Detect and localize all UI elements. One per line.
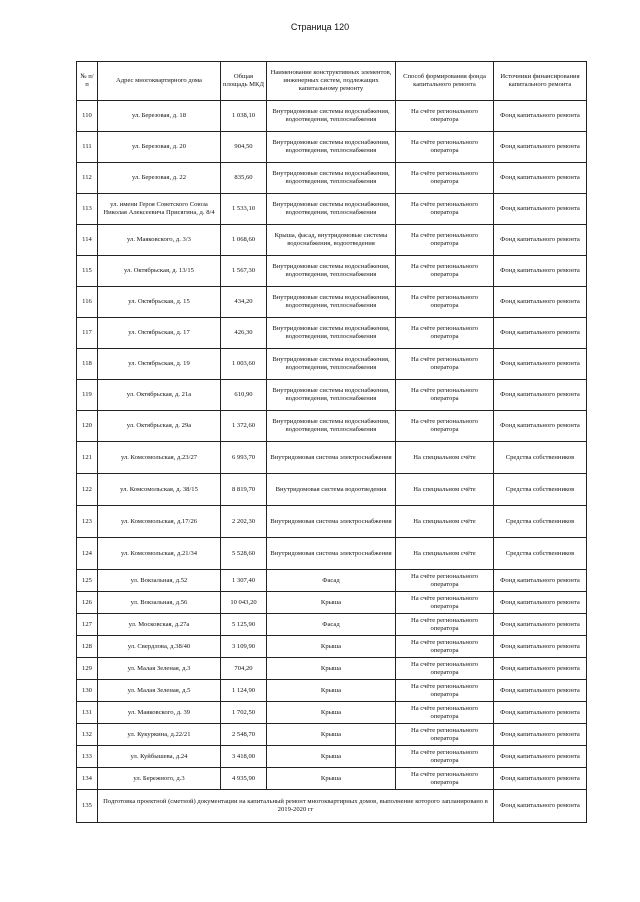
cell-method: На счёте регионального оператора bbox=[396, 101, 494, 132]
table-header-row bbox=[77, 62, 587, 101]
cell-elements: Внутридомовые системы водоснабжения, водоотведения, теплоснабжения bbox=[267, 318, 396, 349]
cell-area: 4 935,90 bbox=[221, 768, 267, 790]
cell-source: Фонд капитального ремонта bbox=[494, 768, 587, 790]
cell-elements: Внутридомовая система электроснабжения bbox=[267, 442, 396, 474]
cell-number: 135 bbox=[77, 790, 98, 823]
table-row bbox=[77, 538, 587, 570]
cell-elements: Крыша, фасад, внутридомовые системы водоснабжения, водоотведения bbox=[267, 225, 396, 256]
cell-method: На счёте регионального оператора bbox=[396, 724, 494, 746]
col-header-source: Источники финансирования капитального ремонта bbox=[494, 62, 587, 101]
cell-address: ул. Октябрьская, д. 19 bbox=[98, 349, 221, 380]
cell-method: На счёте регионального оператора bbox=[396, 194, 494, 225]
cell-number: 116 bbox=[77, 287, 98, 318]
cell-method: На счёте регионального оператора bbox=[396, 318, 494, 349]
cell-address: ул. Октябрьская, д. 21а bbox=[98, 380, 221, 411]
col-header-number: № п/п bbox=[77, 62, 98, 101]
cell-area: 1 124,90 bbox=[221, 680, 267, 702]
cell-method: На специальном счёте bbox=[396, 538, 494, 570]
cell-source: Средства собственников bbox=[494, 538, 587, 570]
cell-method: На специальном счёте bbox=[396, 506, 494, 538]
cell-elements: Фасад bbox=[267, 570, 396, 592]
cell-method: На счёте регионального оператора bbox=[396, 380, 494, 411]
table-row bbox=[77, 318, 587, 349]
cell-address: ул. Комсомольская, д.17/26 bbox=[98, 506, 221, 538]
cell-method: На счёте регионального оператора bbox=[396, 592, 494, 614]
cell-area: 1 068,60 bbox=[221, 225, 267, 256]
cell-source: Фонд капитального ремонта bbox=[494, 101, 587, 132]
cell-address: ул. Комсомольская, д.23/27 bbox=[98, 442, 221, 474]
cell-address: ул. Маяковского, д. 39 bbox=[98, 702, 221, 724]
cell-elements: Внутридомовая система электроснабжения bbox=[267, 506, 396, 538]
cell-address: ул. имени Героя Советского Союза Николая Алексеевича Присягина, д. 8/4 bbox=[98, 194, 221, 225]
table-row bbox=[77, 702, 587, 724]
cell-source: Фонд капитального ремонта bbox=[494, 287, 587, 318]
cell-number: 120 bbox=[77, 411, 98, 442]
table-row bbox=[77, 349, 587, 380]
cell-elements: Крыша bbox=[267, 702, 396, 724]
cell-address: ул. Березовая, д. 18 bbox=[98, 101, 221, 132]
cell-method: На счёте регионального оператора bbox=[396, 256, 494, 287]
cell-elements: Крыша bbox=[267, 768, 396, 790]
table-row bbox=[77, 380, 587, 411]
cell-source: Фонд капитального ремонта bbox=[494, 411, 587, 442]
table-row bbox=[77, 614, 587, 636]
cell-source: Средства собственников bbox=[494, 442, 587, 474]
cell-source: Фонд капитального ремонта bbox=[494, 225, 587, 256]
cell-source: Фонд капитального ремонта bbox=[494, 614, 587, 636]
cell-address: ул. Березовая, д. 20 bbox=[98, 132, 221, 163]
cell-source: Фонд капитального ремонта bbox=[494, 380, 587, 411]
table-row bbox=[77, 592, 587, 614]
cell-elements: Крыша bbox=[267, 658, 396, 680]
table-row bbox=[77, 570, 587, 592]
cell-method: На счёте регионального оператора bbox=[396, 614, 494, 636]
table-row bbox=[77, 658, 587, 680]
cell-source: Фонд капитального ремонта bbox=[494, 256, 587, 287]
cell-number: 134 bbox=[77, 768, 98, 790]
cell-address: ул. Московская, д.27а bbox=[98, 614, 221, 636]
cell-elements: Внутридомовая система водоотведения bbox=[267, 474, 396, 506]
table-body bbox=[77, 101, 587, 823]
cell-method: На специальном счёте bbox=[396, 474, 494, 506]
table-row bbox=[77, 256, 587, 287]
cell-source: Фонд капитального ремонта bbox=[494, 349, 587, 380]
cell-method: На счёте регионального оператора bbox=[396, 411, 494, 442]
cell-source: Фонд капитального ремонта bbox=[494, 790, 587, 823]
table-row bbox=[77, 442, 587, 474]
cell-method: На счёте регионального оператора bbox=[396, 680, 494, 702]
table-row bbox=[77, 411, 587, 442]
repair-table bbox=[76, 61, 587, 823]
cell-number: 127 bbox=[77, 614, 98, 636]
cell-source: Фонд капитального ремонта bbox=[494, 658, 587, 680]
cell-area: 426,30 bbox=[221, 318, 267, 349]
cell-elements: Внутридомовые системы водоснабжения, водоотведения, теплоснабжения bbox=[267, 194, 396, 225]
table-row bbox=[77, 506, 587, 538]
cell-address: ул. Вокзальная, д.52 bbox=[98, 570, 221, 592]
table-row bbox=[77, 474, 587, 506]
cell-method: На счёте регионального оператора bbox=[396, 570, 494, 592]
cell-address: ул. Малая Зеленая, д.3 bbox=[98, 658, 221, 680]
cell-elements: Внутридомовые системы водоснабжения, водоотведения, теплоснабжения bbox=[267, 256, 396, 287]
cell-number: 114 bbox=[77, 225, 98, 256]
cell-source: Фонд капитального ремонта bbox=[494, 163, 587, 194]
cell-area: 1 567,30 bbox=[221, 256, 267, 287]
cell-address: ул. Малая Зеленая, д.5 bbox=[98, 680, 221, 702]
cell-address: ул. Свердлова, д.38/40 bbox=[98, 636, 221, 658]
cell-address: ул. Октябрьская, д. 29а bbox=[98, 411, 221, 442]
cell-number: 133 bbox=[77, 746, 98, 768]
cell-area: 2 548,70 bbox=[221, 724, 267, 746]
page-header: Страница 120 bbox=[290, 22, 350, 32]
cell-method: На специальном счёте bbox=[396, 442, 494, 474]
cell-source: Фонд капитального ремонта bbox=[494, 636, 587, 658]
cell-area: 704,20 bbox=[221, 658, 267, 680]
cell-elements: Фасад bbox=[267, 614, 396, 636]
cell-address: ул. Березовая, д. 22 bbox=[98, 163, 221, 194]
cell-address: ул. Комсомольская, д.21/34 bbox=[98, 538, 221, 570]
cell-method: На счёте регионального оператора bbox=[396, 132, 494, 163]
cell-number: 119 bbox=[77, 380, 98, 411]
cell-elements: Внутридомовые системы водоснабжения, водоотведения, теплоснабжения bbox=[267, 411, 396, 442]
cell-elements: Крыша bbox=[267, 680, 396, 702]
cell-number: 110 bbox=[77, 101, 98, 132]
cell-method: На счёте регионального оператора bbox=[396, 768, 494, 790]
table-row bbox=[77, 768, 587, 790]
cell-source: Фонд капитального ремонта bbox=[494, 746, 587, 768]
cell-area: 434,20 bbox=[221, 287, 267, 318]
cell-area: 8 819,70 bbox=[221, 474, 267, 506]
cell-elements: Внутридомовые системы водоснабжения, водоотведения, теплоснабжения bbox=[267, 380, 396, 411]
cell-area: 904,50 bbox=[221, 132, 267, 163]
cell-number: 112 bbox=[77, 163, 98, 194]
cell-number: 115 bbox=[77, 256, 98, 287]
cell-elements: Внутридомовые системы водоснабжения, водоотведения, теплоснабжения bbox=[267, 132, 396, 163]
cell-elements: Крыша bbox=[267, 724, 396, 746]
table-row bbox=[77, 163, 587, 194]
cell-method: На счёте регионального оператора bbox=[396, 287, 494, 318]
cell-number: 123 bbox=[77, 506, 98, 538]
cell-address: ул. Комсомольская, д. 38/15 bbox=[98, 474, 221, 506]
cell-number: 129 bbox=[77, 658, 98, 680]
cell-area: 5 528,60 bbox=[221, 538, 267, 570]
cell-elements: Внутридомовые системы водоснабжения, водоотведения, теплоснабжения bbox=[267, 163, 396, 194]
cell-source: Средства собственников bbox=[494, 506, 587, 538]
cell-elements: Крыша bbox=[267, 746, 396, 768]
cell-source: Фонд капитального ремонта bbox=[494, 702, 587, 724]
cell-number: 117 bbox=[77, 318, 98, 349]
cell-number: 131 bbox=[77, 702, 98, 724]
cell-address: ул. Кукуркина, д.22/21 bbox=[98, 724, 221, 746]
cell-area: 1 307,40 bbox=[221, 570, 267, 592]
col-header-address: Адрес многоквартирного дома bbox=[98, 62, 221, 101]
table-row bbox=[77, 101, 587, 132]
cell-method: На счёте регионального оператора bbox=[396, 746, 494, 768]
cell-area: 1 533,10 bbox=[221, 194, 267, 225]
cell-address: ул. Вокзальная, д.56 bbox=[98, 592, 221, 614]
cell-method: На счёте регионального оператора bbox=[396, 225, 494, 256]
cell-area: 2 202,30 bbox=[221, 506, 267, 538]
cell-number: 111 bbox=[77, 132, 98, 163]
cell-area: 3 418,00 bbox=[221, 746, 267, 768]
cell-source: Средства собственников bbox=[494, 474, 587, 506]
cell-elements: Крыша bbox=[267, 636, 396, 658]
cell-number: 126 bbox=[77, 592, 98, 614]
cell-number: 122 bbox=[77, 474, 98, 506]
col-header-elements: Наименование конструктивных элементов, инженерных систем, подлежащих капитальному ремонту bbox=[267, 62, 396, 101]
cell-source: Фонд капитального ремонта bbox=[494, 132, 587, 163]
cell-source: Фонд капитального ремонта bbox=[494, 724, 587, 746]
cell-area: 1 038,10 bbox=[221, 101, 267, 132]
cell-method: На счёте регионального оператора bbox=[396, 163, 494, 194]
cell-area: 1 003,60 bbox=[221, 349, 267, 380]
table-row bbox=[77, 680, 587, 702]
cell-project-docs: Подготовка проектной (сметной) документации на капитальный ремонт многоквартирных домов, выполнение которого запланировано в 2019-2020 гг bbox=[98, 790, 494, 823]
cell-area: 610,90 bbox=[221, 380, 267, 411]
cell-number: 118 bbox=[77, 349, 98, 380]
table-row bbox=[77, 724, 587, 746]
cell-number: 121 bbox=[77, 442, 98, 474]
cell-area: 3 109,90 bbox=[221, 636, 267, 658]
table-row bbox=[77, 194, 587, 225]
cell-address: ул. Октябрьская, д. 13/15 bbox=[98, 256, 221, 287]
cell-source: Фонд капитального ремонта bbox=[494, 570, 587, 592]
cell-area: 1 372,60 bbox=[221, 411, 267, 442]
cell-elements: Внутридомовые системы водоснабжения, водоотведения, теплоснабжения bbox=[267, 287, 396, 318]
cell-method: На счёте регионального оператора bbox=[396, 349, 494, 380]
cell-elements: Крыша bbox=[267, 592, 396, 614]
cell-address: ул. Куйбышева, д.24 bbox=[98, 746, 221, 768]
cell-number: 125 bbox=[77, 570, 98, 592]
cell-number: 132 bbox=[77, 724, 98, 746]
cell-number: 130 bbox=[77, 680, 98, 702]
cell-number: 124 bbox=[77, 538, 98, 570]
cell-address: ул. Октябрьская, д. 15 bbox=[98, 287, 221, 318]
cell-number: 113 bbox=[77, 194, 98, 225]
cell-address: ул. Маяковского, д. 3/3 bbox=[98, 225, 221, 256]
cell-source: Фонд капитального ремонта bbox=[494, 318, 587, 349]
cell-method: На счёте регионального оператора bbox=[396, 658, 494, 680]
col-header-area: Общая площадь МКД bbox=[221, 62, 267, 101]
cell-area: 835,60 bbox=[221, 163, 267, 194]
cell-source: Фонд капитального ремонта bbox=[494, 680, 587, 702]
col-header-method: Способ формирования фонда капитального ремонта bbox=[396, 62, 494, 101]
cell-source: Фонд капитального ремонта bbox=[494, 194, 587, 225]
cell-address: ул. Бережного, д.3 bbox=[98, 768, 221, 790]
cell-elements: Внутридомовая система электроснабжения bbox=[267, 538, 396, 570]
cell-number: 128 bbox=[77, 636, 98, 658]
table-row bbox=[77, 746, 587, 768]
table-row bbox=[77, 287, 587, 318]
cell-address: ул. Октябрьская, д. 17 bbox=[98, 318, 221, 349]
cell-method: На счёте регионального оператора bbox=[396, 636, 494, 658]
cell-area: 6 993,70 bbox=[221, 442, 267, 474]
cell-method: На счёте регионального оператора bbox=[396, 702, 494, 724]
table-row bbox=[77, 132, 587, 163]
cell-area: 5 125,90 bbox=[221, 614, 267, 636]
cell-elements: Внутридомовые системы водоснабжения, водоотведения, теплоснабжения bbox=[267, 101, 396, 132]
cell-area: 1 702,50 bbox=[221, 702, 267, 724]
table-row bbox=[77, 636, 587, 658]
cell-area: 10 043,20 bbox=[221, 592, 267, 614]
table-row bbox=[77, 225, 587, 256]
table-row-final bbox=[77, 790, 587, 823]
cell-source: Фонд капитального ремонта bbox=[494, 592, 587, 614]
cell-elements: Внутридомовые системы водоснабжения, водоотведения, теплоснабжения bbox=[267, 349, 396, 380]
